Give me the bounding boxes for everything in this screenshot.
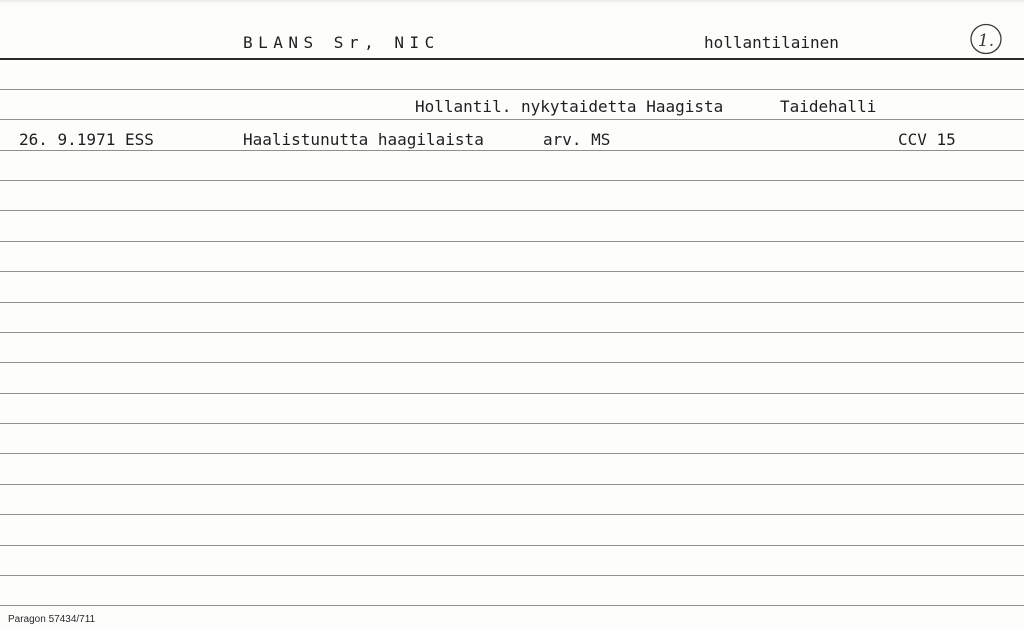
- entry-reviewer: arv. MS: [543, 130, 611, 149]
- ruled-line: [0, 271, 1024, 272]
- ruled-line: [0, 362, 1024, 363]
- ruled-line: [0, 180, 1024, 181]
- ruled-line: [0, 423, 1024, 424]
- entry-code: CCV 15: [898, 130, 956, 149]
- ruled-line: [0, 241, 1024, 242]
- ruled-line: [0, 89, 1024, 90]
- ruled-line: [0, 605, 1024, 606]
- card-number: 1.: [977, 31, 995, 51]
- ruled-line: [0, 453, 1024, 454]
- ruled-line: [0, 119, 1024, 120]
- ruled-line: [0, 150, 1024, 151]
- exhibition-title: Hollantil. nykytaidetta Haagista: [415, 97, 724, 116]
- ruled-line: [0, 302, 1024, 303]
- card-top-edge: [0, 0, 1024, 4]
- printer-code: Paragon 57434/711: [8, 614, 96, 625]
- artist-name: BLANS Sr, NIC: [243, 33, 440, 52]
- ruled-line: [0, 210, 1024, 211]
- ruled-line: [0, 545, 1024, 546]
- ruled-line: [0, 514, 1024, 515]
- nationality: hollantilainen: [704, 33, 839, 52]
- circled-card-number-mark: [969, 22, 1003, 56]
- entry-text: Haalistunutta haagilaista: [243, 130, 484, 149]
- ruled-line: [0, 332, 1024, 333]
- ruled-line: [0, 393, 1024, 394]
- ruled-line: [0, 484, 1024, 485]
- exhibition-venue: Taidehalli: [780, 97, 877, 116]
- ruled-line: [0, 575, 1024, 576]
- header-rule: [0, 58, 1024, 60]
- entry-date: 26. 9.1971 ESS: [19, 130, 154, 149]
